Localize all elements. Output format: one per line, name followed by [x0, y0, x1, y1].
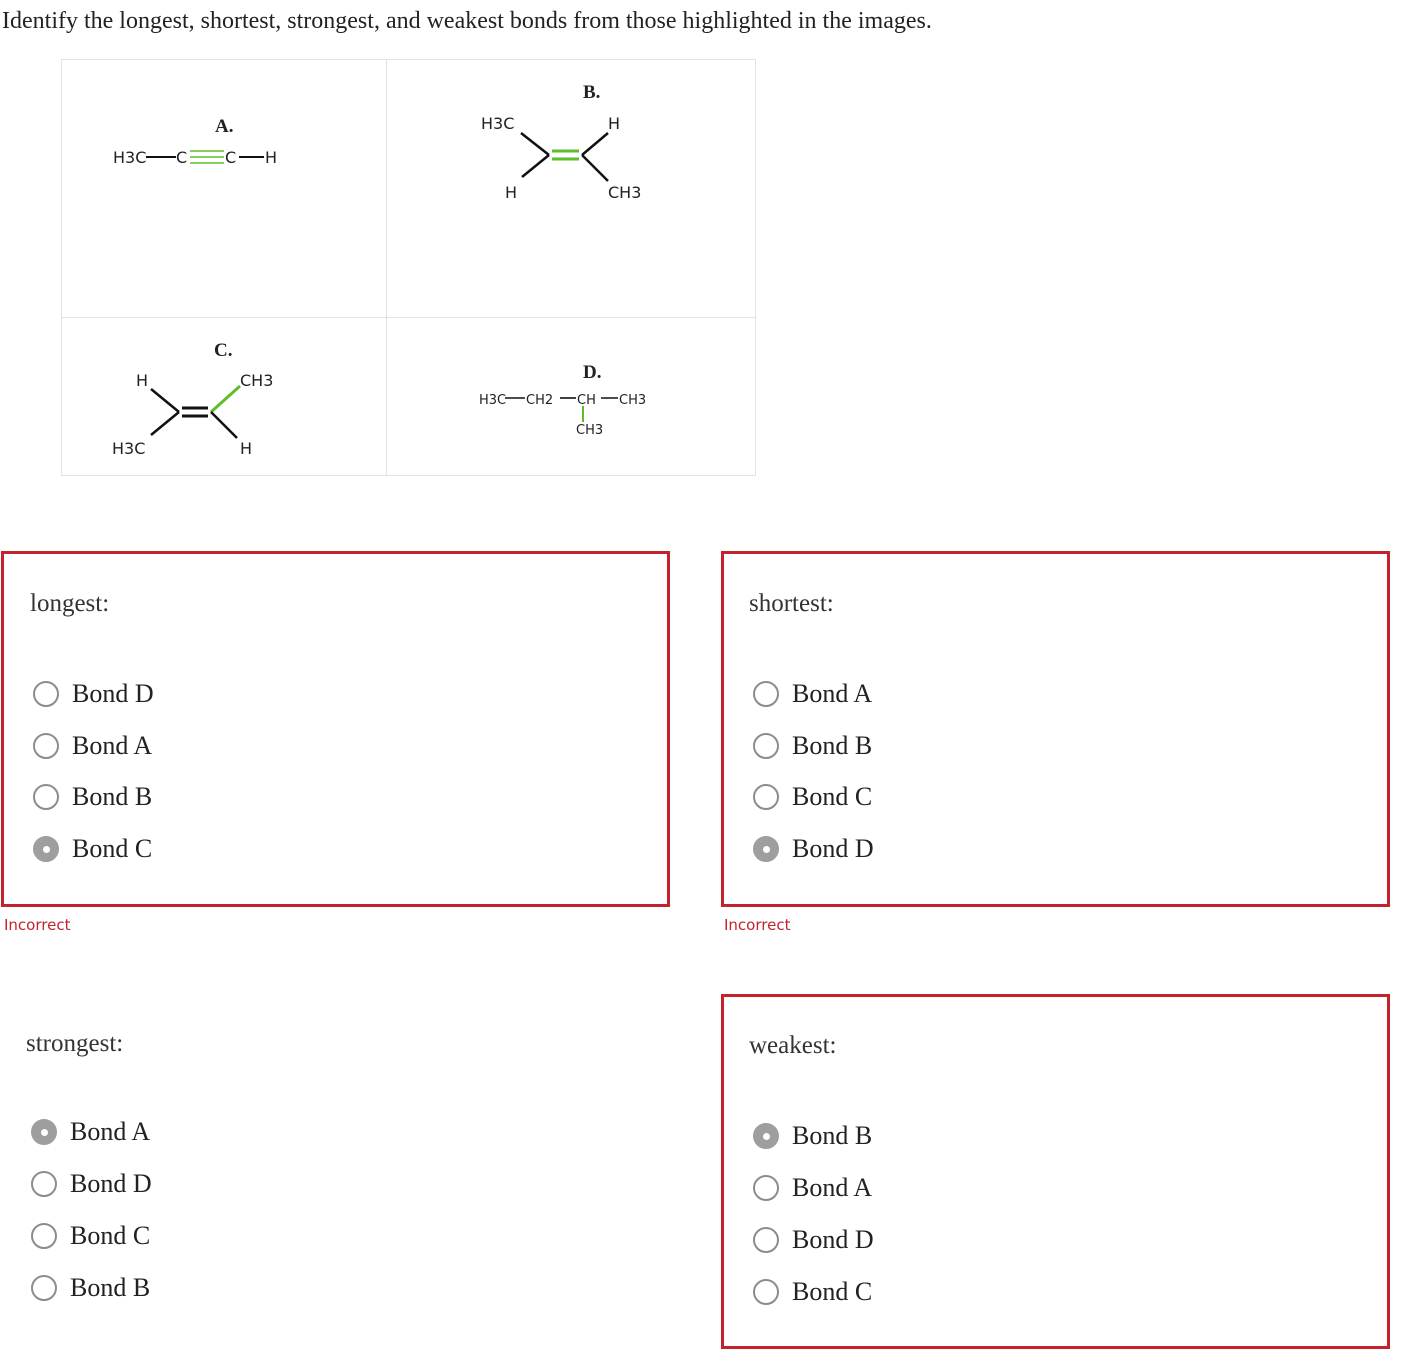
weakest-option-1-radio[interactable] [753, 1123, 779, 1149]
molecule-c-atom-h3c: H3C [112, 439, 146, 458]
weakest-option-3[interactable] [753, 1220, 874, 1260]
weakest-option-4-label: Bond C [792, 1277, 873, 1306]
molecule-d-atom-c4: CH3 [619, 393, 647, 408]
weakest-option-1-label: Bond B [792, 1121, 873, 1150]
molecule-b-bond-3 [582, 133, 608, 155]
molecule-c-bond-4 [211, 412, 237, 438]
molecule-c-atom-ch3: CH3 [240, 371, 274, 390]
molecule-a-atom-c1: C [176, 148, 188, 167]
longest-option-4[interactable] [33, 829, 152, 869]
shortest-option-2-label: Bond B [792, 731, 873, 760]
longest-option-4-radio[interactable] [33, 836, 59, 862]
strongest-option-1-radio[interactable] [31, 1119, 57, 1145]
strongest-option-2[interactable] [31, 1164, 152, 1204]
molecule-d-label: D. [583, 362, 602, 383]
molecule-a-atom-c2: C [225, 148, 237, 167]
shortest-option-4-radio[interactable] [753, 836, 779, 862]
shortest-option-3-radio[interactable] [753, 784, 779, 810]
question-weakest-title: weakest: [749, 1032, 837, 1059]
longest-option-3-radio[interactable] [33, 784, 59, 810]
longest-option-3[interactable] [33, 777, 152, 817]
question-prompt: Identify the longest, shortest, strongest, and weakest bonds from those highlighted in the images. [2, 8, 932, 34]
question-longest-title: longest: [30, 590, 110, 617]
shortest-option-2[interactable] [753, 726, 872, 766]
shortest-option-2-radio[interactable] [753, 733, 779, 759]
molecule-b-bond-1 [521, 133, 549, 155]
shortest-feedback: Incorrect [724, 916, 791, 934]
longest-option-1-radio[interactable] [33, 681, 59, 707]
molecule-b-label: B. [583, 82, 601, 103]
weakest-option-2[interactable] [753, 1168, 872, 1208]
question-longest-box [1, 551, 670, 907]
weakest-option-3-radio[interactable] [753, 1227, 779, 1253]
longest-option-2[interactable] [33, 726, 152, 766]
shortest-option-4[interactable] [753, 829, 874, 869]
molecule-c-bond-1 [151, 389, 179, 412]
molecule-a-label: A. [215, 116, 234, 137]
molecule-b-bond-2 [522, 155, 549, 177]
molecule-b-atom-h-top: H [608, 114, 621, 133]
longest-feedback: Incorrect [4, 916, 71, 934]
molecule-d-atom-branch: CH3 [576, 423, 604, 438]
weakest-option-2-radio[interactable] [753, 1175, 779, 1201]
shortest-option-3-label: Bond C [792, 782, 873, 811]
question-strongest-box [1, 996, 670, 1348]
molecule-a-atom-h3c: H3C [113, 148, 147, 167]
longest-option-3-label: Bond B [72, 782, 153, 811]
strongest-option-3-label: Bond C [70, 1221, 151, 1250]
question-shortest-title: shortest: [749, 590, 834, 617]
molecule-d-atom-c3: CH [577, 393, 596, 408]
molecule-c-atom-h-bottom: H [240, 439, 253, 458]
molecule-d-atom-c1: H3C [479, 393, 507, 408]
shortest-option-1[interactable] [753, 674, 872, 714]
molecule-b [481, 82, 641, 202]
longest-option-4-label: Bond C [72, 834, 153, 863]
molecule-b-atom-h-bottom: H [505, 183, 518, 202]
weakest-option-3-label: Bond D [792, 1225, 874, 1254]
molecule-c [112, 340, 273, 458]
molecule-c-label: C. [214, 340, 233, 361]
shortest-option-1-radio[interactable] [753, 681, 779, 707]
weakest-option-4-radio[interactable] [753, 1279, 779, 1305]
molecule-a-atom-h: H [265, 148, 278, 167]
question-shortest-box [721, 551, 1390, 907]
question-strongest-title: strongest: [26, 1030, 124, 1057]
molecule-b-bond-4 [582, 155, 608, 181]
longest-option-1[interactable] [33, 674, 154, 714]
molecule-b-atom-ch3: CH3 [608, 183, 642, 202]
strongest-option-2-radio[interactable] [31, 1171, 57, 1197]
molecule-b-atom-h3c: H3C [481, 114, 515, 133]
molecule-c-bond-highlight [211, 386, 240, 412]
question-weakest-box [721, 994, 1390, 1349]
strongest-option-1-label: Bond A [70, 1117, 151, 1146]
strongest-option-4-radio[interactable] [31, 1275, 57, 1301]
longest-option-2-radio[interactable] [33, 733, 59, 759]
longest-option-1-label: Bond D [72, 679, 154, 708]
shortest-option-1-label: Bond A [792, 679, 873, 708]
molecule-structures [62, 60, 757, 477]
molecule-d-atom-c2: CH2 [526, 393, 554, 408]
molecule-figure-grid [61, 59, 756, 476]
weakest-option-2-label: Bond A [792, 1173, 873, 1202]
strongest-option-4[interactable] [31, 1268, 150, 1308]
molecule-c-atom-h-top: H [136, 371, 149, 390]
weakest-option-4[interactable] [753, 1272, 872, 1312]
longest-option-2-label: Bond A [72, 731, 153, 760]
strongest-option-1[interactable] [31, 1112, 150, 1152]
strongest-option-3-radio[interactable] [31, 1223, 57, 1249]
strongest-option-4-label: Bond B [70, 1273, 151, 1302]
molecule-a [113, 116, 277, 167]
molecule-d [479, 362, 646, 438]
molecule-c-bond-2 [151, 412, 179, 435]
strongest-option-3[interactable] [31, 1216, 150, 1256]
shortest-option-4-label: Bond D [792, 834, 874, 863]
weakest-option-1[interactable] [753, 1116, 872, 1156]
strongest-option-2-label: Bond D [70, 1169, 152, 1198]
shortest-option-3[interactable] [753, 777, 872, 817]
